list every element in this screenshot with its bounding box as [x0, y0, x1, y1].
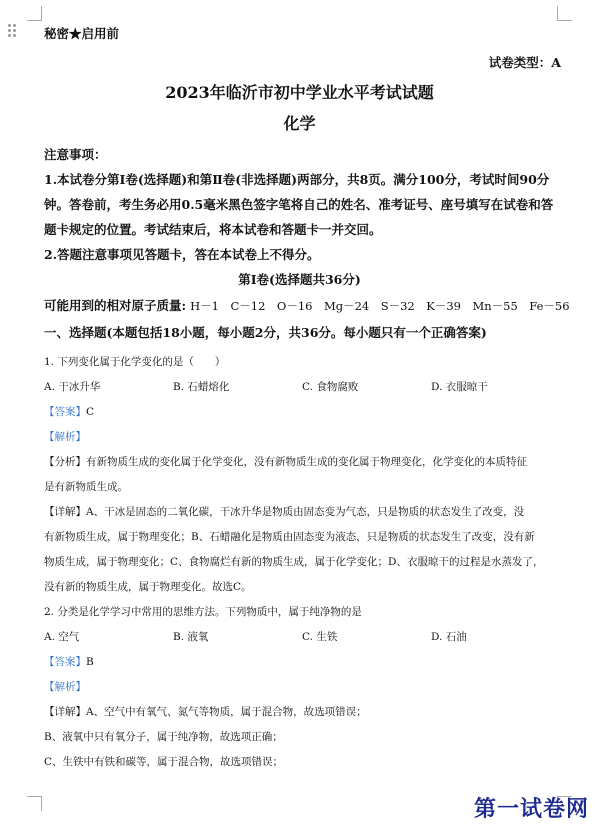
detail-line: A、干冰是固态的二氧化碳，干冰升华是物质由固态变为气态，只是物质的状态发生了改变，没 — [86, 506, 525, 518]
question-options — [44, 629, 563, 644]
answer-value: C — [86, 406, 95, 418]
detail-line: 没有新的物质生成，属于物理变化。故选C。 — [44, 581, 252, 593]
fenxi-tag: 【分析】 — [44, 456, 86, 468]
detail-tag: 【详解】 — [44, 706, 86, 718]
analysis-tag: 【解析】 — [44, 681, 86, 693]
analysis-text: 是有新物质生成。 — [44, 481, 128, 493]
drag-handle-icon[interactable] — [8, 24, 18, 38]
notice-heading: 注意事项： — [44, 147, 107, 162]
atomic-masses-label: 可能用到的相对原子质量: — [44, 298, 187, 313]
notice-line: 1.本试卷分第Ⅰ卷(选择题)和第Ⅱ卷(非选择题)两部分，共8页。满分100分，考试时间90分 — [44, 172, 550, 187]
detail-line: 有新物质生成，属于物理变化；B、石蜡融化是物质由固态变为液态，只是物质的状态发生了改变，没有新 — [44, 531, 535, 543]
answer-tag: 【答案】 — [44, 406, 86, 418]
atomic-masses — [44, 296, 570, 314]
section-title: 第Ⅰ卷(选择题共36分) — [238, 272, 361, 287]
answer-value: B — [86, 656, 94, 668]
option-a: A. 干冰升华 — [44, 381, 101, 393]
option-b: B. 液氧 — [173, 631, 209, 643]
option-b: B. 石蜡熔化 — [173, 381, 230, 393]
crop-mark — [27, 796, 42, 811]
question-options — [44, 379, 563, 394]
answer-tag: 【答案】 — [44, 656, 86, 668]
question-stem: 1. 下列变化属于化学变化的是（ ） — [44, 356, 226, 368]
notice-line: 题卡规定的位置。考试结束后，将本试卷和答题卡一并交回。 — [44, 222, 382, 237]
detail-line: A、空气中有氧气、氮气等物质，属于混合物，故选项错误； — [86, 706, 367, 718]
option-c: C. 食物腐败 — [302, 381, 359, 393]
fenxi-text: 有新物质生成的变化属于化学变化，没有新物质生成的变化属于物理变化，化学变化的本质特征 — [86, 456, 527, 468]
detail-text — [44, 704, 563, 719]
analysis-tag: 【解析】 — [44, 431, 86, 443]
subject-title: 化学 — [283, 114, 316, 133]
option-d: D. 石油 — [431, 631, 467, 643]
answer-line — [44, 654, 563, 669]
exam-title: 2023年临沂市初中学业水平考试试题 — [165, 83, 434, 102]
paper-type-label: 试卷类型：A — [488, 55, 561, 70]
option-d: D. 衣服晾干 — [431, 381, 488, 393]
option-c: C. 生铁 — [302, 631, 338, 643]
option-a: A. 空气 — [44, 631, 80, 643]
answer-line — [44, 404, 563, 419]
analysis-text — [44, 454, 563, 469]
part-title: 一、选择题(本题包括18小题，每小题2分，共36分。每小题只有一个正确答案) — [44, 325, 487, 340]
notice-line: 钟。答卷前，考生务必用0.5毫米黑色签字笔将自己的姓名、准考证号、座号填写在试卷和答 — [44, 197, 554, 212]
crop-mark — [27, 6, 42, 21]
watermark-logo: 第一试卷网 — [473, 797, 589, 822]
question-stem: 2. 分类是化学学习中常用的思维方法。下列物质中，属于纯净物的是 — [44, 606, 362, 618]
detail-line: B、液氧中只有氧分子，属于纯净物，故选项正确； — [44, 731, 283, 743]
atomic-masses-values: H－1 C－12 O－16 Mg－24 S－32 K－39 Mn－55 Fe－56 — [190, 299, 570, 313]
crop-mark — [557, 6, 572, 21]
detail-line: 物质生成，属于物理变化；C、食物腐烂有新的物质生成，属于化学变化；D、衣服晾干的过程是水蒸发了， — [44, 556, 544, 568]
detail-tag: 【详解】 — [44, 506, 86, 518]
notice-line: 2.答题注意事项见答题卡，答在本试卷上不得分。 — [44, 247, 320, 262]
detail-line: C、生铁中有铁和碳等，属于混合物，故选项错误； — [44, 756, 284, 768]
secret-label: 秘密★启用前 — [44, 26, 120, 41]
detail-text — [44, 504, 563, 519]
